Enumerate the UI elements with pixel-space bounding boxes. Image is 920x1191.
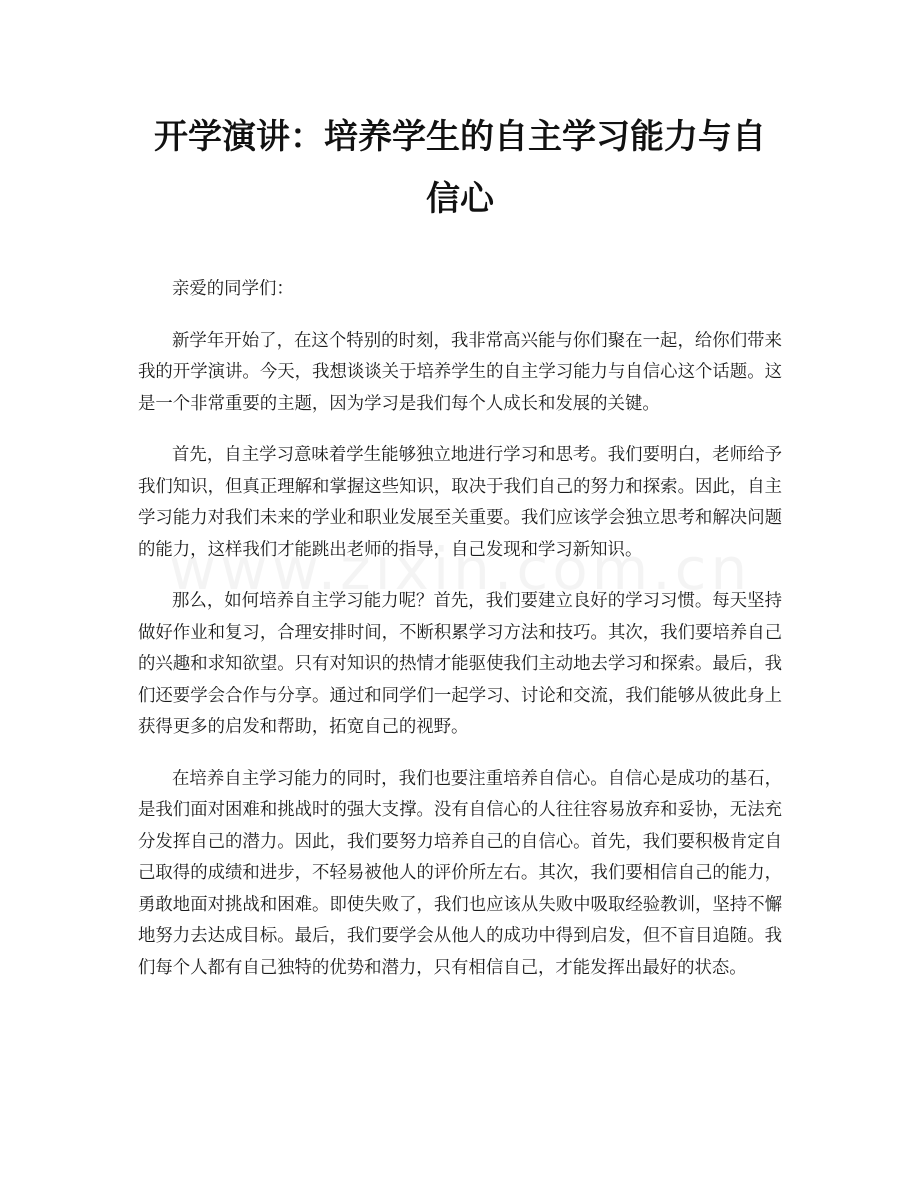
paragraph-4: 在培养自主学习能力的同时，我们也要注重培养自信心。自信心是成功的基石，是我们面对困难和挑战时的强大支撑。没有自信心的人往往容易放弃和妥协，无法充分发挥自己的潜力。因此，我们要努力培养自己的自信心。首先，我们要积极肯定自己取得的成绩和进步，不轻易被他人的评价所左右。其次，我们要相信自己的能力，勇敢地面对挑战和困难。即使失败了，我们也应该从失败中吸取经验教训，坚持不懈地努力去达成目标。最后，我们要学会从他人的成功中得到启发，但不盲目追随。我们每个人都有自己独特的优势和潜力，只有相信自己，才能发挥出最好的状态。 <box>138 768 782 978</box>
salutation: 亲爱的同学们： <box>172 279 294 299</box>
paragraph-1: 新学年开始了，在这个特别的时刻，我非常高兴能与你们聚在一起，给你们带来我的开学演讲。今天，我想谈谈关于培养学生的自主学习能力与自信心这个话题。这是一个非常重要的主题，因为学习是我们每个人成长和发展的关键。 <box>138 330 782 414</box>
watermark <box>0 535 920 603</box>
paragraph-3: 那么，如何培养自主学习能力呢？首先，我们要建立良好的学习习惯。每天坚持做好作业和复习，合理安排时间，不断积累学习方法和技巧。其次，我们要培养自己的兴趣和求知欲望。只有对知识的热情才能驱使我们主动地去学习和探索。最后，我们还要学会合作与分享。通过和同学们一起学习、讨论和交流，我们能够从彼此身上获得更多的启发和帮助，拓宽自己的视野。 <box>138 591 782 737</box>
document-title: 开学演讲：培养学生的自主学习能力与自信心 <box>154 117 766 219</box>
paragraph-2: 首先，自主学习意味着学生能够独立地进行学习和思考。我们要明白，老师给予我们知识，但真正理解和掌握这些知识，取决于我们自己的努力和探索。因此，自主学习能力对我们未来的学业和职业发展至关重要。我们应该学会独立思考和解决问题的能力，这样我们才能跳出老师的指导，自己发现和学习新知识。 <box>138 445 782 560</box>
